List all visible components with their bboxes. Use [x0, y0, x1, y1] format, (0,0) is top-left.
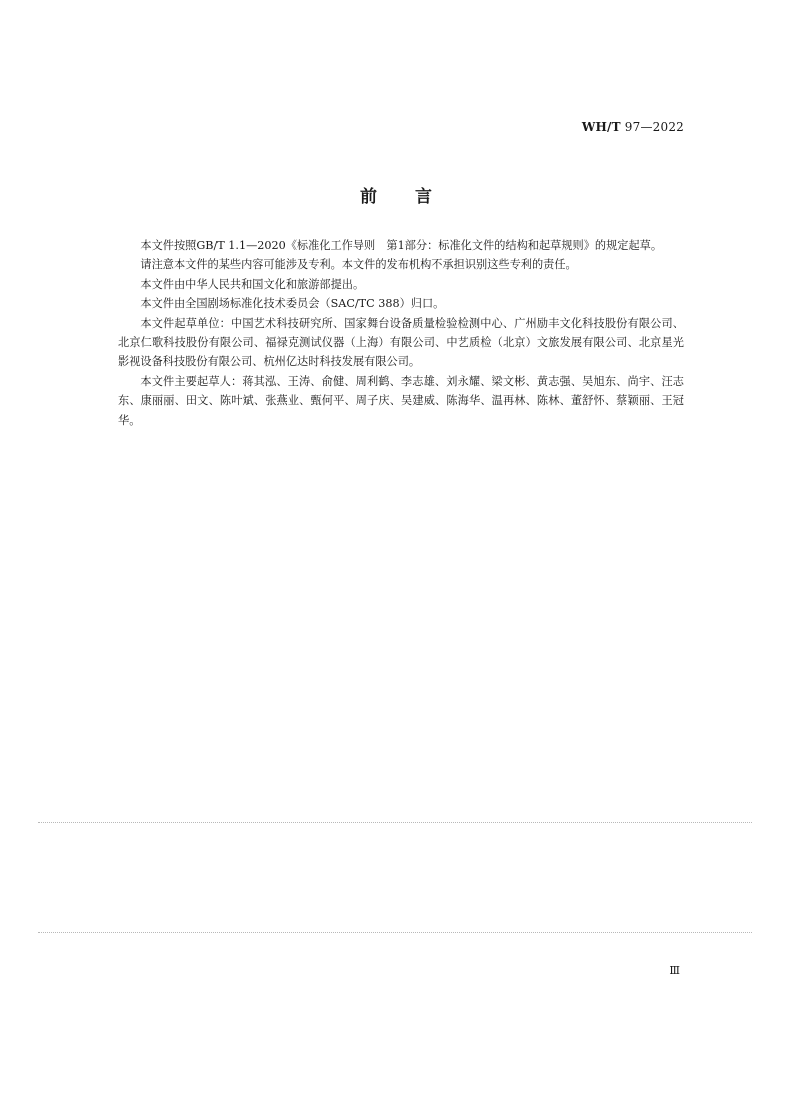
paragraph-proposer: 本文件由中华人民共和国文化和旅游部提出。: [140, 277, 365, 291]
paragraph-committee: 本文件由全国剧场标准化技术委员会（SAC/TC 388）归口。: [140, 297, 445, 311]
paragraph-drafting-rules: 本文件按照GB/T 1.1—2020《标准化工作导则 第1部分：标准化文件的结构和起草规则》的规定起草。: [140, 239, 663, 252]
divider-line: [38, 822, 752, 823]
foreword-body: [118, 236, 684, 430]
divider-line: [38, 932, 752, 933]
paragraph-drafting-units: 本文件起草单位：中国艺术科技研究所、国家舞台设备质量检验检测中心、广州励丰文化科技股份有限公司、北京仁歌科技股份有限公司、福禄克测试仪器（上海）有限公司、中艺质检（北京）文旅发展有限公司、北京星光影视设备科技股份有限公司、杭州亿达时科技发展有限公司。: [118, 316, 684, 369]
page-number: Ⅲ: [669, 964, 680, 977]
standard-prefix: WH/T: [581, 120, 621, 134]
paragraph-drafters: 本文件主要起草人：蒋其泓、王涛、俞健、周利鹤、李志雄、刘永耀、梁文彬、黄志强、吴旭东、尚宇、汪志东、康丽丽、田文、陈叶斌、张燕业、甄何平、周子庆、吴建威、陈海华、温再林、陈林、董舒怀、蔡颖丽、王冠华。: [118, 374, 684, 427]
standard-suffix: 97—2022: [624, 120, 684, 134]
paragraph-patent-notice: 请注意本文件的某些内容可能涉及专利。本文件的发布机构不承担识别这些专利的责任。: [140, 258, 577, 272]
standard-number: [582, 120, 684, 134]
page-title: 前言: [360, 187, 470, 207]
